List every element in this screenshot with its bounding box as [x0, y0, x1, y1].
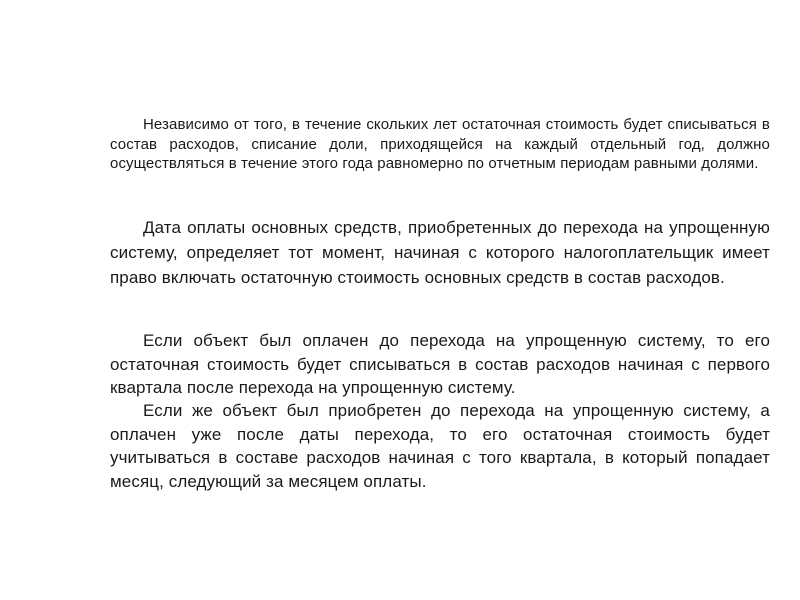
- paragraph-payment-date: Дата оплаты основных средств, приобретенных до перехода на упрощенную систему, определяет тот момент, начиная с которого налогоплательщик имеет право включать остаточную стоимость основных средств в состав расходов.: [110, 218, 770, 287]
- paragraph-paid-before-transition: Если объект был оплачен до перехода на упрощенную систему, то его остаточная стоимость будет списываться в состав расходов начиная с первого квартала после перехода на упрощенную систему.: [110, 331, 770, 397]
- paragraph-paid-after-transition: Если же объект был приобретен до перехода на упрощенную систему, а оплачен уже после даты перехода, то его остаточная стоимость будет учитываться в составе расходов начиная с того квартала, в который попадает месяц, следующий за месяцем оплаты.: [110, 401, 770, 491]
- paragraph-write-off-uniform: Независимо от того, в течение скольких лет остаточная стоимость будет списываться в состав расходов, списание доли, приходящейся на каждый отдельный год, должно осуществляться в течение этого года равномерно по отчетным периодам равными долями.: [110, 116, 770, 172]
